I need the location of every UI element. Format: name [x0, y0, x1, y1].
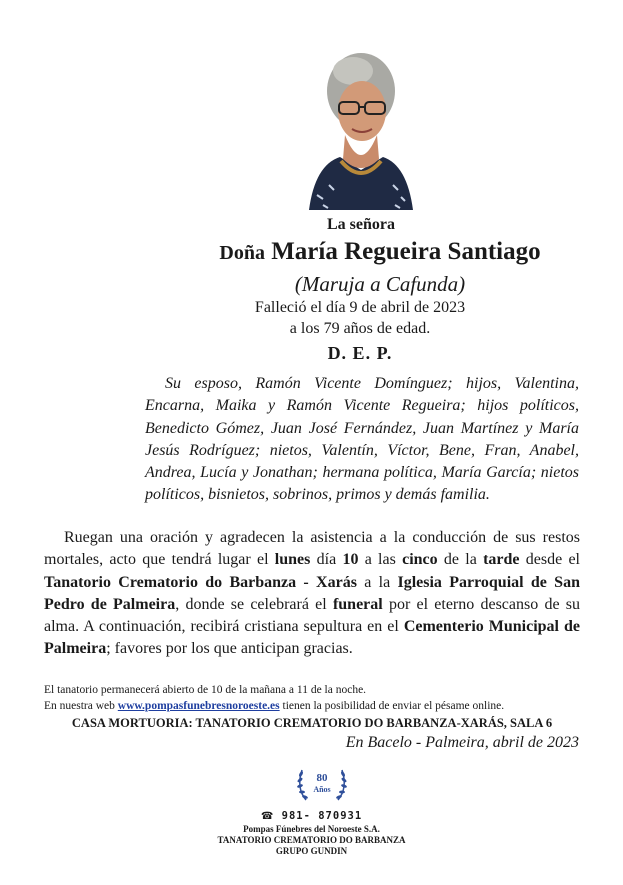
- tanatorio-name: TANATORIO CREMATORIO DO BARBANZA: [217, 835, 406, 845]
- anniversary-logo: [292, 760, 352, 808]
- phone-number: ☎ 981- 870931: [260, 810, 363, 822]
- logo-number: 80: [316, 772, 328, 784]
- casa-mortuoria: CASA MORTUORIA: TANATORIO CREMATORIO DO BARBANZA-XARÁS, SALA 6: [71, 716, 553, 730]
- deceased-portrait: [305, 45, 417, 210]
- web-note: En nuestra web www.pompasfunebresnoroeste.es tienen la posibilidad de enviar el pésame online.: [44, 700, 505, 712]
- website-link[interactable]: www.pompasfunebresnoroeste.es: [117, 700, 280, 712]
- ceremony-paragraph: Ruegan una oración y agradecen la asistencia a la conducción de sus restos mortales, acto que tendrá lugar el lunes día 10 a las cinco de la tarde desde el Tanatorio Crematorio do Barbanza - Xarás a la Iglesia Parroquial de San Pedro de Palmeira, donde se celebrará el funeral por el eterno descanso de su alma. A continuación, recibirá cristiana sepultura en el Cementerio Municipal de Palmeira; favores por los que anticipan gracias.: [44, 529, 581, 658]
- phone-icon: ☎: [260, 811, 275, 822]
- opening-hours-note: El tanatorio permanecerá abierto de 10 de la mañana a 11 de la noche.: [44, 684, 367, 696]
- nickname: (Maruja a Cafunda): [294, 272, 466, 296]
- deceased-name: [170, 238, 590, 266]
- dep-heading: D. E. P.: [327, 343, 393, 363]
- death-date: Falleció el día 9 de abril de 2023: [254, 299, 466, 316]
- title-prefix: Doña: [219, 242, 265, 264]
- family-list: Su esposo, Ramón Vicente Domínguez; hijos, Valentina, Encarna, Maika y Ramón Vicente Regueira; hijos políticos, Benedicto Gómez, Juan José Fernández, Juan Martínez y María Jesús Rodríguez; nietos, Valentín, Víctor, Bene, Fran, Anabel, Andrea, Lucía y Jonathan; hermana política, María García; nietos políticos, bisnietos, sobrinos, primos y demás familia.: [145, 375, 579, 504]
- name-text: María Regueira Santiago: [271, 238, 541, 265]
- age-text: a los 79 años de edad.: [289, 320, 431, 337]
- group-name: GRUPO GUNDIN: [275, 846, 348, 856]
- place-date: En Bacelo - Palmeira, abril de 2023: [345, 734, 579, 751]
- company-name: Pompas Fúnebres del Noroeste S.A.: [243, 824, 380, 834]
- intro-text: La señora: [327, 216, 395, 233]
- logo-text: Años: [313, 785, 331, 794]
